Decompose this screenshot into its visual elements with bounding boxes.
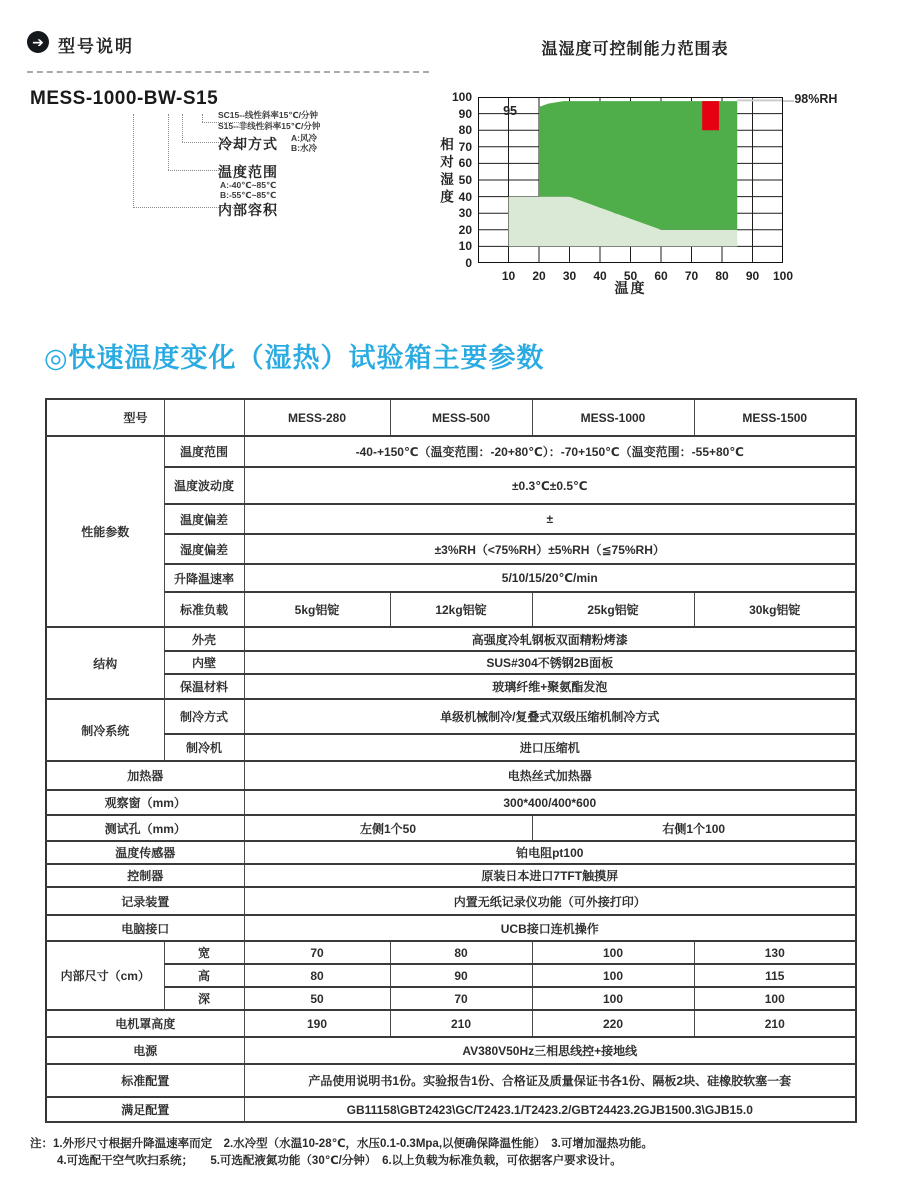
chart-annotation: 98%RH xyxy=(794,92,838,107)
row-value: 100 xyxy=(532,941,694,964)
row-value: SUS#304不锈钢2B面板 xyxy=(244,651,856,674)
table-row xyxy=(46,915,856,941)
row-label: 湿度偏差 xyxy=(164,534,244,564)
parameters-section-title: ◎快速温度变化（湿热）试验箱主要参数 xyxy=(44,343,545,373)
row-value: ± xyxy=(244,504,856,534)
rh98-reference-line xyxy=(783,100,794,102)
row-label: 宽 xyxy=(164,941,244,964)
row-value: 5/10/15/20℃/min xyxy=(244,564,856,592)
table-row xyxy=(46,790,856,815)
row-label: 外壳 xyxy=(164,627,244,651)
row-value: 单级机械制冷/复叠式双级压缩机制冷方式 xyxy=(244,699,856,734)
row-value: 电热丝式加热器 xyxy=(244,761,856,790)
row-label: 测试孔（mm） xyxy=(46,815,244,841)
row-value: GB11158\GBT2423\GC/T2423.1/T2423.2/GBT24423.2GJB1500.3\GJB15.0 xyxy=(244,1097,856,1122)
row-value: 115 xyxy=(694,964,856,987)
table-row xyxy=(46,1010,856,1037)
group-performance: 性能参数 xyxy=(46,436,164,627)
table-row xyxy=(46,1064,856,1097)
row-label: 控制器 xyxy=(46,864,244,887)
chart-plot-area xyxy=(478,97,783,263)
model-section-title: 型号说明 xyxy=(58,37,134,56)
region-restricted-zone xyxy=(702,101,719,130)
table-row xyxy=(46,734,856,761)
model-column: MESS-1000 xyxy=(532,399,694,436)
group-structure: 结构 xyxy=(46,627,164,699)
model-code: MESS-1000-BW-S15 xyxy=(30,88,219,109)
row-label: 标准负载 xyxy=(164,592,244,627)
row-label: 温度传感器 xyxy=(46,841,244,864)
model-column: MESS-1500 xyxy=(694,399,856,436)
row-value: -40-+150℃（温变范围：-20+80℃）：-70+150℃（温变范围：-55+80℃ xyxy=(244,436,856,467)
x-axis-label: 温度 xyxy=(614,280,647,296)
row-value: 50 xyxy=(244,987,390,1010)
table-header-row xyxy=(46,399,856,436)
row-value: 190 xyxy=(244,1010,390,1037)
table-row xyxy=(46,864,856,887)
model-code-legend xyxy=(30,88,430,233)
row-value: 220 xyxy=(532,1010,694,1037)
group-inner-size: 内部尺寸（cm） xyxy=(46,941,164,1010)
empty-cell xyxy=(164,399,244,436)
table-row xyxy=(46,941,856,964)
row-value: ±0.3℃±0.5℃ xyxy=(244,467,856,504)
y-tick: 100 xyxy=(451,90,472,104)
row-value: 产品使用说明书1份。实验报告1份、合格证及质量保证书各1份、隔板2块、硅橡胶软塞一套 xyxy=(244,1064,856,1097)
footnote-line: 注：1.外形尺寸根据升降温速率而定 2.水冷型（水温10-28℃，水压0.1-0.3Mpa,以便确保降温性能） 3.可增加湿热功能。 xyxy=(30,1138,653,1150)
row-value: 高强度冷轧钢板双面精粉烤漆 xyxy=(244,627,856,651)
row-value: AV380V50Hz三相思线控+接地线 xyxy=(244,1037,856,1064)
y-tick: 60 xyxy=(458,156,472,171)
slope-option-s15: S15--非线性斜率15℃/分钟 xyxy=(218,121,321,131)
row-value: 铂电阻pt100 xyxy=(244,841,856,864)
y-tick: 30 xyxy=(458,206,472,221)
table-row xyxy=(46,1037,856,1064)
table-row xyxy=(46,761,856,790)
row-value: 70 xyxy=(390,987,532,1010)
y-tick: 50 xyxy=(458,173,472,187)
footnote-line: 4.可选配干空气吹扫系统； 5.可选配液氮功能（30℃/分钟） 6.以上负载为标准负载，可依据客户要求设计。 xyxy=(57,1155,622,1167)
table-row xyxy=(46,815,856,841)
row-value: 原装日本进口7TFT触摸屏 xyxy=(244,864,856,887)
humidity-temperature-chart xyxy=(432,85,897,310)
row-value: 100 xyxy=(532,987,694,1010)
connector-line xyxy=(168,114,169,170)
row-value: UCB接口连机操作 xyxy=(244,915,856,941)
x-tick: 90 xyxy=(745,269,760,283)
model-column: MESS-500 xyxy=(390,399,532,436)
row-value: 80 xyxy=(390,941,532,964)
row-label: 升降温速率 xyxy=(164,564,244,592)
x-tick: 10 xyxy=(501,269,516,283)
x-tick: 80 xyxy=(715,269,729,283)
row-label: 高 xyxy=(164,964,244,987)
row-label: 内壁 xyxy=(164,651,244,674)
y-tick: 90 xyxy=(458,106,472,121)
y-tick: 40 xyxy=(458,189,472,204)
row-label: 加热器 xyxy=(46,761,244,790)
row-value: 300*400/400*600 xyxy=(244,790,856,815)
footnotes xyxy=(30,1136,870,1170)
row-value: 玻璃纤维+聚氨酯发泡 xyxy=(244,674,856,699)
y-tick: 20 xyxy=(458,222,472,237)
table-row xyxy=(46,564,856,592)
model-corner-label: 型号 xyxy=(46,399,164,436)
x-tick: 30 xyxy=(562,269,577,283)
temp-option-a: A:-40℃~85℃ xyxy=(220,180,277,190)
row-value: ±3%RH（<75%RH）±5%RH（≦75%RH） xyxy=(244,534,856,564)
arrow-circle-icon: ➔ xyxy=(27,31,49,53)
volume-label: 内部容积 xyxy=(218,202,278,218)
row-value: 进口压缩机 xyxy=(244,734,856,761)
chart-title: 温湿度可控制能力范围表 xyxy=(541,41,729,58)
row-value: 25kg铝锭 xyxy=(532,592,694,627)
row-label: 电源 xyxy=(46,1037,244,1064)
table-row xyxy=(46,887,856,915)
x-tick: 70 xyxy=(684,269,699,283)
table-row xyxy=(46,674,856,699)
row-value: 100 xyxy=(532,964,694,987)
cooling-option-b: B:水冷 xyxy=(291,143,317,153)
table-row xyxy=(46,699,856,734)
x-tick: 50 xyxy=(623,269,638,283)
row-label: 温度范围 xyxy=(164,436,244,467)
cooling-option-a: A:风冷 xyxy=(291,133,317,143)
row-label: 电脑接口 xyxy=(46,915,244,941)
y-tick: 10 xyxy=(458,239,472,254)
slope-option-sc15: SC15--线性斜率15℃/分钟 xyxy=(218,110,319,120)
table-row xyxy=(46,592,856,627)
y-tick: 70 xyxy=(458,139,472,154)
row-value: 内置无纸记录仪功能（可外接打印） xyxy=(244,887,856,915)
y-tick: 80 xyxy=(458,123,472,138)
connector-line xyxy=(202,114,203,122)
table-row xyxy=(46,436,856,467)
row-label: 电机罩高度 xyxy=(46,1010,244,1037)
row-value: 210 xyxy=(694,1010,856,1037)
table-row xyxy=(46,987,856,1010)
connector-line xyxy=(133,114,134,208)
table-row xyxy=(46,651,856,674)
row-label: 满足配置 xyxy=(46,1097,244,1122)
row-label: 温度偏差 xyxy=(164,504,244,534)
model-column: MESS-280 xyxy=(244,399,390,436)
row-value: 右侧1个100 xyxy=(532,815,856,841)
row-label: 观察窗（mm） xyxy=(46,790,244,815)
table-row xyxy=(46,841,856,864)
row-value: 左侧1个50 xyxy=(244,815,532,841)
row-label: 深 xyxy=(164,987,244,1010)
table-row xyxy=(46,1097,856,1122)
table-row xyxy=(46,964,856,987)
dashed-divider xyxy=(27,71,429,73)
y-tick: 0 xyxy=(465,256,472,270)
chart-canvas xyxy=(478,97,783,263)
y-axis-label: 相对湿度 xyxy=(438,137,453,207)
row-value: 130 xyxy=(694,941,856,964)
row-value: 80 xyxy=(244,964,390,987)
table-row xyxy=(46,504,856,534)
x-tick: 20 xyxy=(532,269,546,283)
connector-line xyxy=(182,114,183,142)
row-value: 30kg铝锭 xyxy=(694,592,856,627)
row-value: 210 xyxy=(390,1010,532,1037)
row-value: 90 xyxy=(390,964,532,987)
chart-annotation: 95 xyxy=(503,103,517,118)
row-value: 100 xyxy=(694,987,856,1010)
row-label: 记录装置 xyxy=(46,887,244,915)
row-label: 标准配置 xyxy=(46,1064,244,1097)
x-tick: 60 xyxy=(654,269,668,283)
row-value: 5kg铝锭 xyxy=(244,592,390,627)
row-value: 12kg铝锭 xyxy=(390,592,532,627)
row-value: 70 xyxy=(244,941,390,964)
table-row xyxy=(46,467,856,504)
x-tick: 100 xyxy=(772,269,794,283)
spec-table xyxy=(45,398,857,1123)
temp-range-label: 温度范围 xyxy=(218,164,278,180)
row-label: 保温材料 xyxy=(164,674,244,699)
row-label: 制冷机 xyxy=(164,734,244,761)
x-tick: 40 xyxy=(593,269,607,283)
cooling-mode-label: 冷却方式 xyxy=(218,136,278,152)
group-refrigeration: 制冷系统 xyxy=(46,699,164,761)
table-row xyxy=(46,627,856,651)
row-label: 温度波动度 xyxy=(164,467,244,504)
temp-option-b: B:-55℃~85℃ xyxy=(220,190,277,200)
row-label: 制冷方式 xyxy=(164,699,244,734)
table-row xyxy=(46,534,856,564)
